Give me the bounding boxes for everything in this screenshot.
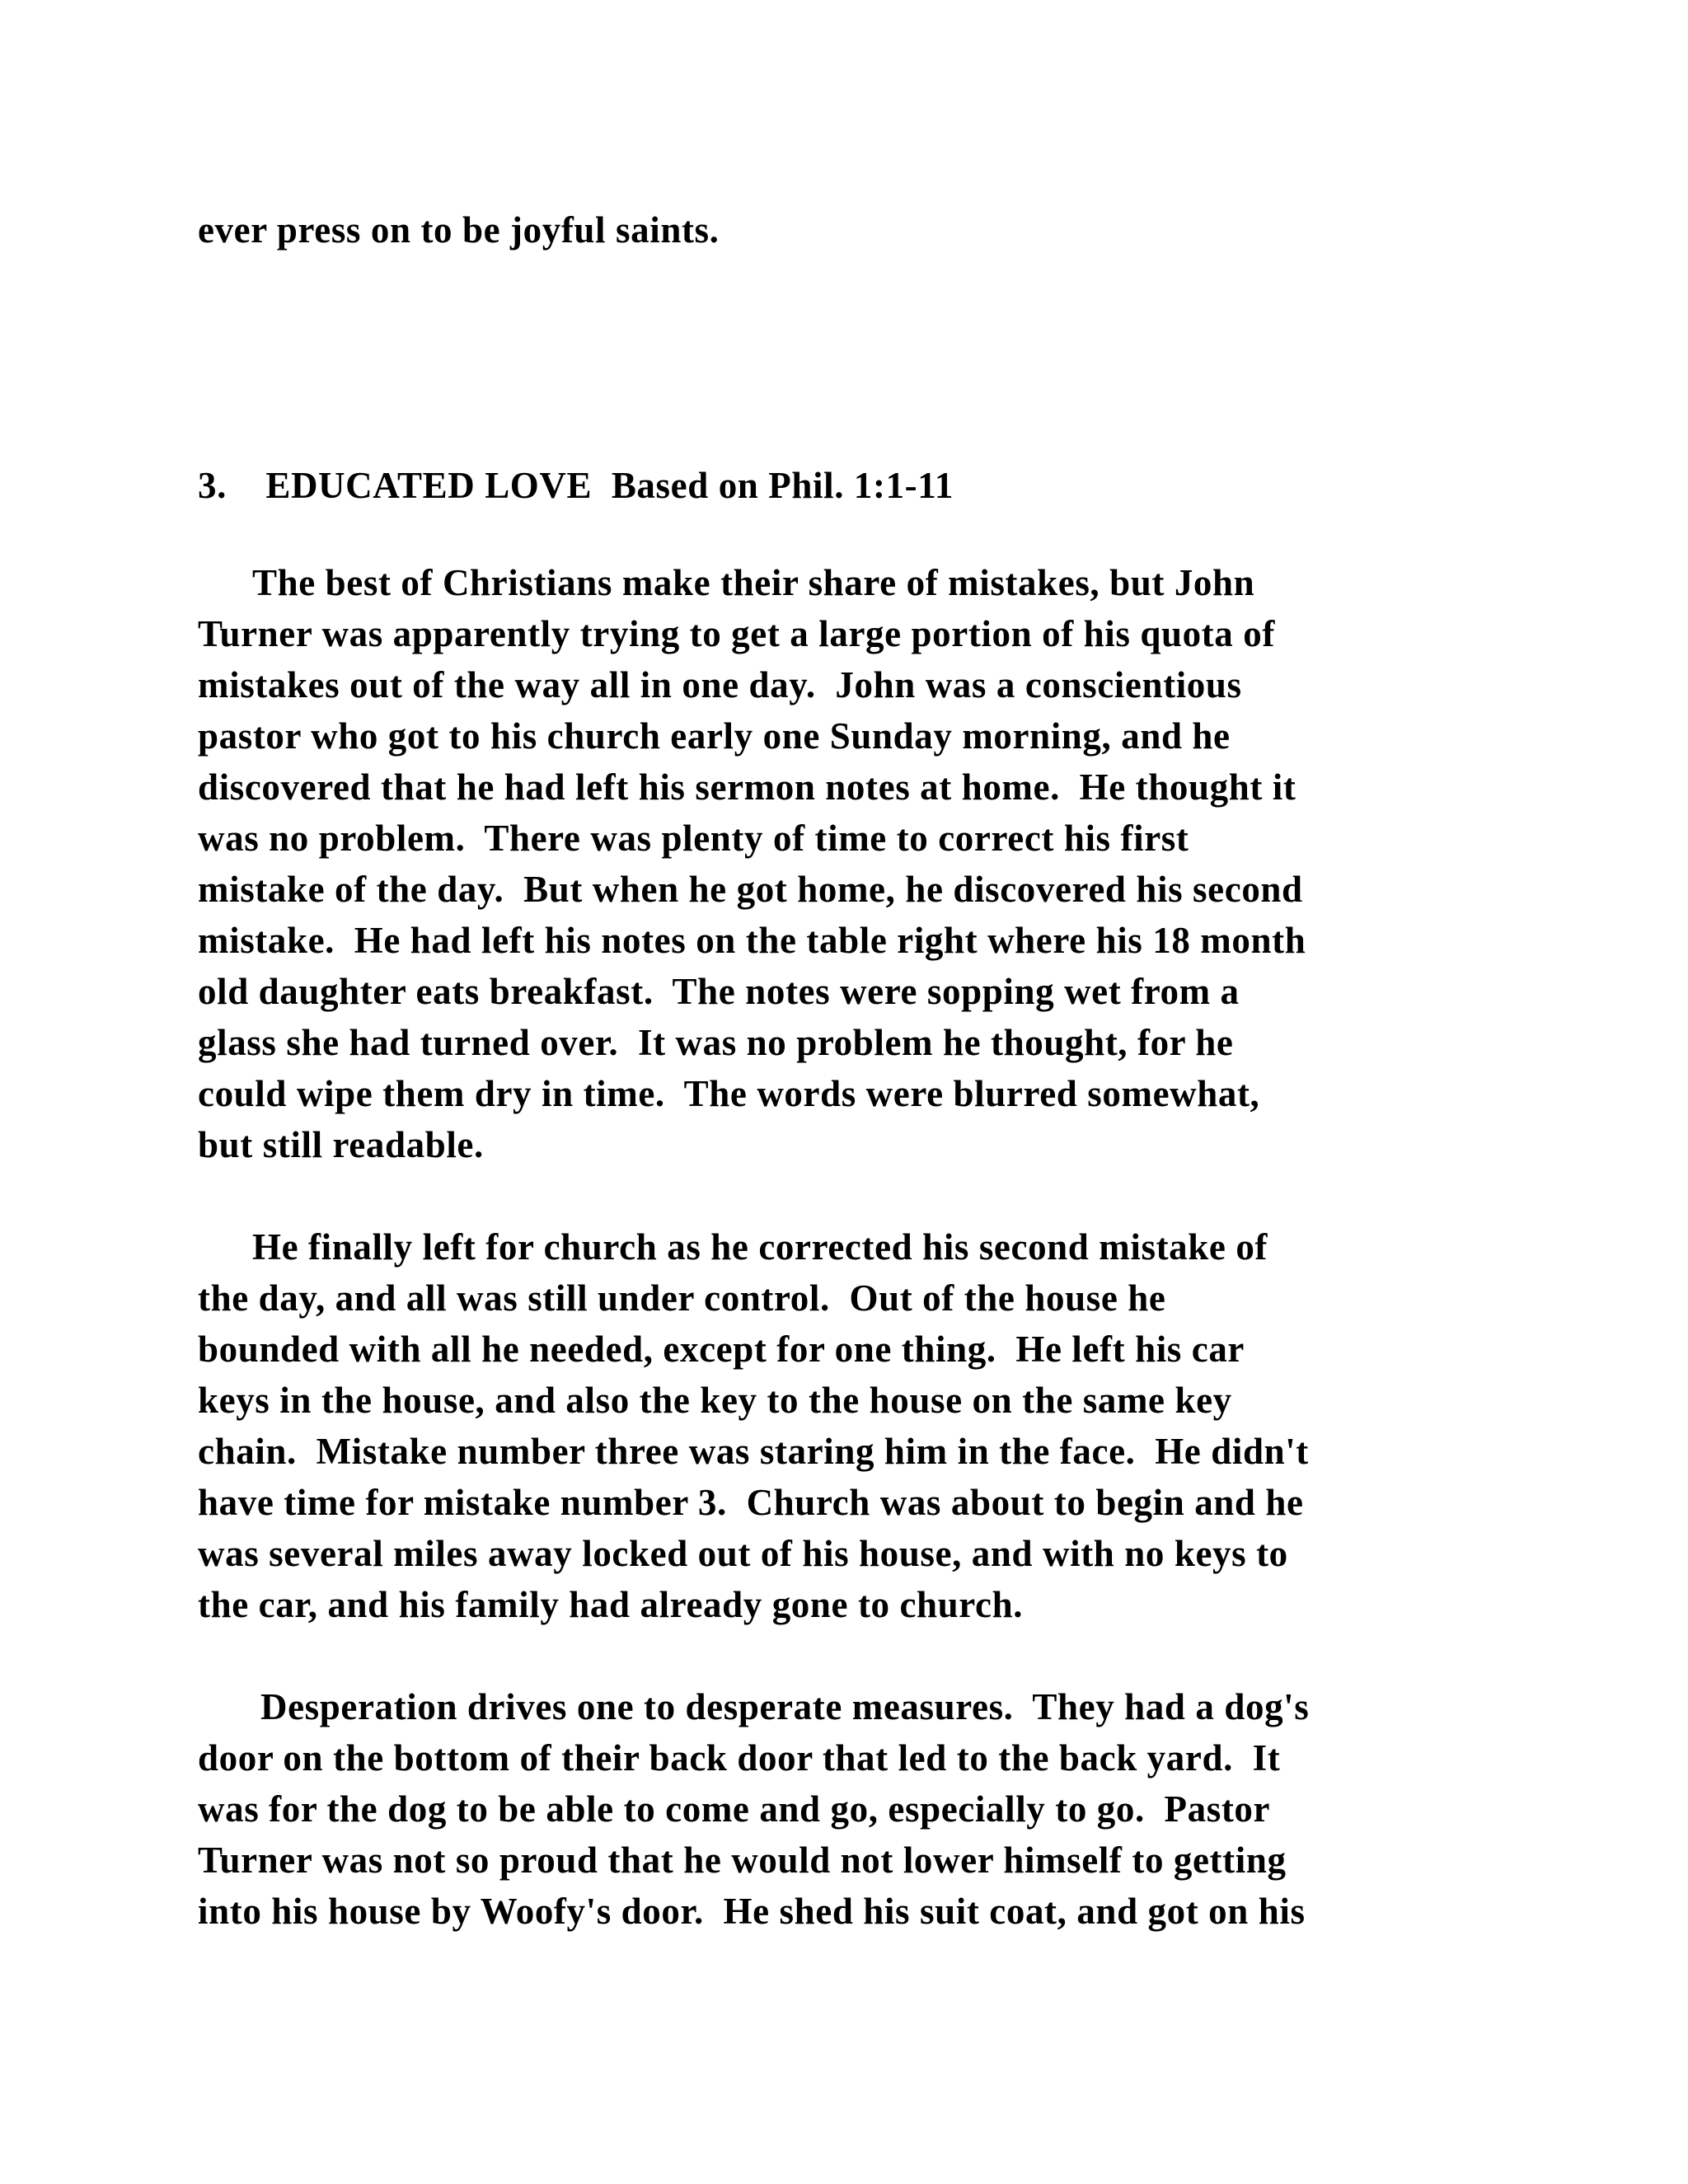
paragraph-line: was no problem. There was plenty of time to correct his first: [198, 818, 1189, 859]
paragraph-line: discovered that he had left his sermon notes at home. He thought it: [198, 766, 1296, 808]
paragraph-line: old daughter eats breakfast. The notes were sopping wet from a: [198, 971, 1240, 1012]
paragraph-line: but still readable.: [198, 1124, 484, 1165]
paragraph-line: into his house by Woofy's door. He shed his suit coat, and got on his: [198, 1891, 1306, 1932]
paragraph-line: was several miles away locked out of his house, and with no keys to: [198, 1533, 1288, 1574]
carryover-line: ever press on to be joyful saints.: [198, 209, 720, 251]
paragraph-line: could wipe them dry in time. The words were blurred somewhat,: [198, 1073, 1260, 1114]
paragraph-line: Turner was apparently trying to get a large portion of his quota of: [198, 613, 1275, 654]
paragraph-line: pastor who got to his church early one Sunday morning, and he: [198, 715, 1231, 757]
paragraph-line: glass she had turned over. It was no problem he thought, for he: [198, 1022, 1234, 1063]
paragraph-line: door on the bottom of their back door that led to the back yard. It: [198, 1737, 1281, 1779]
paragraph-line: He finally left for church as he corrected his second mistake of: [252, 1226, 1268, 1268]
paragraph-line: mistake of the day. But when he got home, he discovered his second: [198, 869, 1303, 910]
paragraph-line: chain. Mistake number three was staring him in the face. He didn't: [198, 1431, 1309, 1472]
section-heading: 3. EDUCATED LOVE Based on Phil. 1:1-11: [198, 465, 954, 506]
paragraph-line: was for the dog to be able to come and go, especially to go. Pastor: [198, 1788, 1271, 1830]
paragraph-line: mistake. He had left his notes on the table right where his 18 month: [198, 920, 1306, 961]
paragraph-line: mistakes out of the way all in one day. John was a conscientious: [198, 664, 1242, 705]
paragraph-line: keys in the house, and also the key to the house on the same key: [198, 1380, 1232, 1421]
paragraph-line: the car, and his family had already gone to church.: [198, 1584, 1024, 1625]
paragraph-line: bounded with all he needed, except for one thing. He left his car: [198, 1329, 1245, 1370]
paragraph-line: have time for mistake number 3. Church was about to begin and he: [198, 1482, 1304, 1523]
paragraph-line: Desperation drives one to desperate measures. They had a dog's: [260, 1686, 1310, 1727]
paragraph-line: The best of Christians make their share of mistakes, but John: [252, 562, 1255, 603]
paragraph-line: Turner was not so proud that he would not lower himself to getting: [198, 1840, 1287, 1881]
paragraph-line: the day, and all was still under control. Out of the house he: [198, 1277, 1166, 1319]
